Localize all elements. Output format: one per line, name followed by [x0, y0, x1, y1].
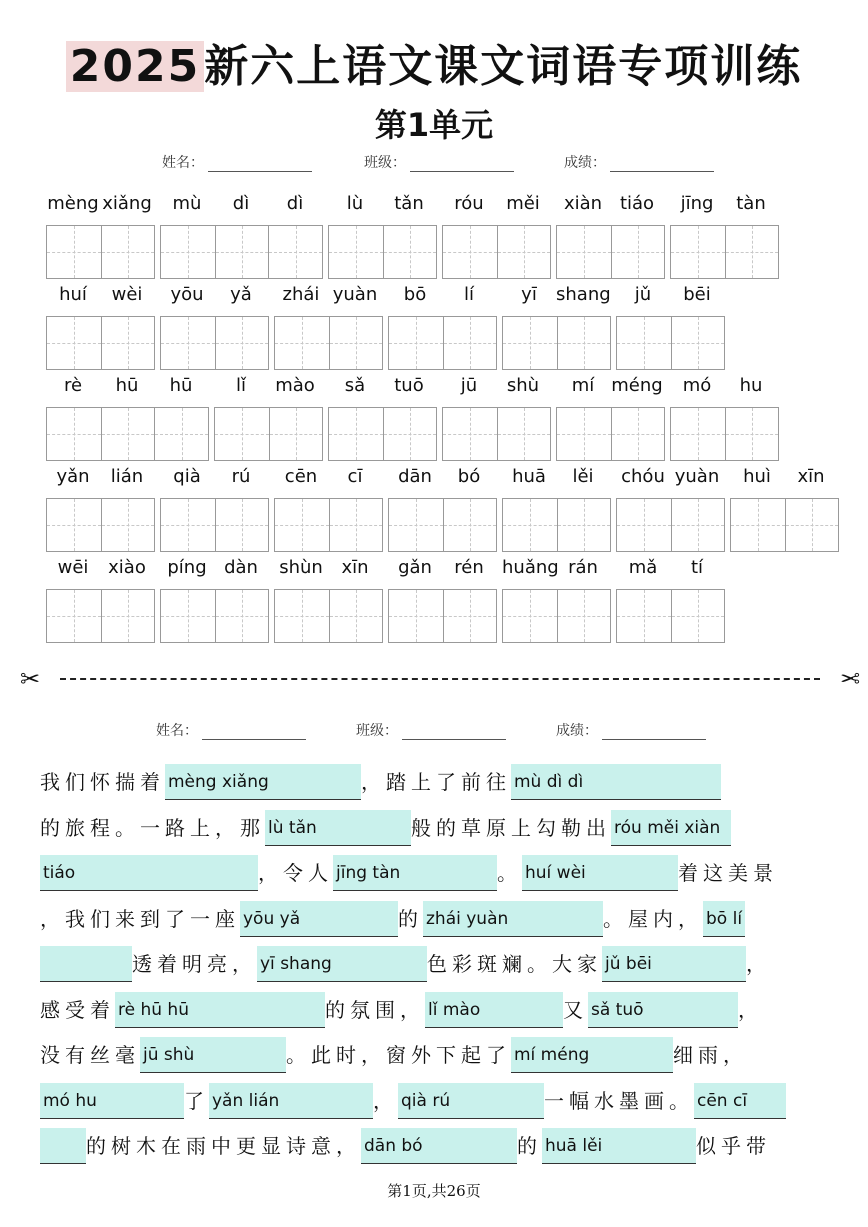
tian-cell[interactable]	[611, 226, 665, 278]
tian-cell[interactable]	[443, 499, 497, 551]
pinyin-label: rè	[63, 375, 83, 396]
pinyin-label: dì	[286, 193, 304, 214]
pinyin-label: huǎng	[502, 557, 559, 578]
pinyin-label: huí	[59, 284, 87, 305]
tian-cell[interactable]	[611, 408, 665, 460]
tian-cell[interactable]	[329, 226, 383, 278]
writing-box[interactable]	[274, 498, 383, 552]
passage-text: 的	[517, 1134, 542, 1158]
passage-text: ，	[738, 997, 763, 1022]
pinyin-label: chóu	[621, 466, 665, 487]
tian-cell[interactable]	[47, 317, 101, 369]
answer-blank[interactable]: mó hu	[40, 1083, 184, 1119]
tian-cell[interactable]	[557, 408, 611, 460]
writing-box[interactable]	[502, 316, 611, 370]
writing-box[interactable]	[670, 407, 779, 461]
passage-line	[40, 762, 721, 802]
tian-cell[interactable]	[161, 226, 215, 278]
pinyin-label: shang	[556, 284, 611, 305]
tian-cell[interactable]	[557, 590, 611, 642]
tian-cell[interactable]	[329, 317, 383, 369]
tian-cell[interactable]	[557, 317, 611, 369]
tian-cell[interactable]	[47, 499, 101, 551]
tian-cell[interactable]	[503, 499, 557, 551]
pinyin-label: lián	[110, 466, 144, 487]
tian-cell[interactable]	[161, 499, 215, 551]
pinyin-label: xiàn	[563, 193, 603, 214]
answer-blank[interactable]: rè hū hū	[115, 992, 325, 1028]
tian-cell[interactable]	[671, 226, 725, 278]
cut-line	[20, 667, 860, 691]
tian-cell[interactable]	[389, 590, 443, 642]
passage-text: 的氛围，	[325, 997, 425, 1022]
passage-text: 没有丝毫	[40, 1043, 140, 1067]
writing-box[interactable]	[46, 498, 155, 552]
passage-text: 。此时，窗外下起了	[286, 1043, 511, 1067]
pinyin-label: méng	[611, 375, 663, 396]
passage-text: 的树木在雨中更显诗意，	[86, 1134, 361, 1158]
pinyin-label: yuàn	[674, 466, 720, 487]
answer-blank[interactable]: huā lěi	[542, 1128, 696, 1164]
passage-text: 我们怀揣着	[40, 770, 165, 794]
answer-blank[interactable]: cēn cī	[694, 1083, 786, 1119]
passage-text: 的旅程。一路上，那	[40, 815, 265, 840]
tian-cell[interactable]	[275, 317, 329, 369]
answer-blank[interactable]	[40, 946, 132, 982]
writing-box[interactable]	[616, 316, 725, 370]
tian-cell[interactable]	[101, 499, 155, 551]
tian-cell[interactable]	[329, 590, 383, 642]
pinyin-label: tàn	[736, 193, 766, 214]
tian-cell[interactable]	[731, 499, 785, 551]
writing-box[interactable]	[556, 407, 665, 461]
tian-cell[interactable]	[557, 499, 611, 551]
student-info-top	[0, 152, 868, 174]
passage-line	[40, 899, 745, 939]
answer-blank[interactable]: bō lí	[703, 901, 745, 937]
pinyin-label: mù	[172, 193, 202, 214]
pinyin-label: bó	[457, 466, 481, 487]
score-field[interactable]: 成绩：	[556, 720, 706, 740]
writing-box[interactable]	[160, 589, 269, 643]
title-year: 2025	[66, 41, 204, 92]
tian-cell[interactable]	[671, 590, 725, 642]
tian-cell[interactable]	[617, 317, 671, 369]
answer-blank[interactable]: huí wèi	[522, 855, 678, 891]
tian-cell[interactable]	[269, 408, 323, 460]
answer-blank[interactable]: yōu yǎ	[240, 901, 398, 937]
tian-cell[interactable]	[389, 317, 443, 369]
passage-text: 透着明亮，	[132, 952, 257, 976]
passage-text: ，踏上了前往	[361, 770, 511, 794]
tian-cell[interactable]	[215, 317, 269, 369]
pinyin-label: hū	[169, 375, 193, 396]
passage-text: 了	[184, 1088, 209, 1113]
scissors-icon: ✂	[839, 665, 860, 693]
answer-blank[interactable]: mèng xiǎng	[165, 764, 361, 800]
pinyin-label: tǎn	[394, 193, 424, 214]
answer-blank[interactable]: mí méng	[511, 1037, 673, 1073]
answer-blank[interactable]	[40, 1128, 86, 1164]
name-field[interactable]: 姓名：	[162, 152, 312, 172]
answer-blank[interactable]: jīng tàn	[333, 855, 497, 891]
writing-box[interactable]	[442, 407, 551, 461]
pinyin-label: shù	[506, 375, 540, 396]
score-field[interactable]: 成绩：	[564, 152, 714, 172]
page-footer: 第1页,共26页	[387, 1182, 481, 1200]
writing-box[interactable]	[616, 589, 725, 643]
answer-blank[interactable]: róu měi xiàn	[611, 810, 731, 846]
tian-cell[interactable]	[154, 408, 208, 460]
writing-box[interactable]	[328, 407, 437, 461]
answer-blank[interactable]: tiáo	[40, 855, 258, 891]
tian-cell[interactable]	[215, 590, 269, 642]
pinyin-label: huā	[512, 466, 546, 487]
writing-box[interactable]	[388, 589, 497, 643]
passage-text: 。屋内，	[603, 906, 703, 931]
writing-box[interactable]	[160, 225, 323, 279]
tian-cell[interactable]	[101, 408, 155, 460]
pinyin-label: wèi	[111, 284, 143, 305]
page-title	[0, 30, 868, 94]
tian-cell[interactable]	[101, 226, 155, 278]
writing-box[interactable]	[556, 225, 665, 279]
tian-cell[interactable]	[503, 590, 557, 642]
writing-box[interactable]	[388, 316, 497, 370]
tian-cell[interactable]	[215, 226, 269, 278]
passage-text: 着这美景	[678, 861, 778, 885]
writing-box[interactable]	[274, 316, 383, 370]
student-info-bottom	[0, 720, 868, 742]
pinyin-label: huì	[743, 466, 771, 487]
tian-cell[interactable]	[389, 499, 443, 551]
pinyin-label: gǎn	[398, 557, 432, 578]
passage-text: ，	[373, 1088, 398, 1113]
pinyin-label: xiào	[108, 557, 146, 578]
writing-box[interactable]	[160, 498, 269, 552]
pinyin-label: hū	[115, 375, 139, 396]
pinyin-label: xīn	[797, 466, 825, 487]
tian-cell[interactable]	[275, 499, 329, 551]
pinyin-label: hu	[739, 375, 763, 396]
tian-cell[interactable]	[275, 590, 329, 642]
pinyin-label: jīng	[680, 193, 714, 214]
passage-line	[40, 853, 778, 893]
pinyin-label: bēi	[683, 284, 711, 305]
tian-cell[interactable]	[161, 590, 215, 642]
tian-cell[interactable]	[268, 226, 322, 278]
pinyin-label: wēi	[57, 557, 89, 578]
writing-box[interactable]	[46, 589, 155, 643]
tian-cell[interactable]	[617, 499, 671, 551]
writing-box[interactable]	[274, 589, 383, 643]
tian-cell[interactable]	[383, 408, 437, 460]
answer-blank[interactable]: yǎn lián	[209, 1083, 373, 1119]
pinyin-label: lù	[346, 193, 364, 214]
unit-heading: 第1单元	[374, 106, 494, 144]
tian-cell[interactable]	[503, 317, 557, 369]
answer-blank[interactable]: dān bó	[361, 1128, 517, 1164]
answer-blank[interactable]: mù dì dì	[511, 764, 721, 800]
writing-box[interactable]	[730, 498, 839, 552]
class-field[interactable]: 班级：	[364, 152, 514, 172]
answer-blank[interactable]: jǔ bēi	[602, 946, 746, 982]
passage-text: 细雨，	[673, 1043, 748, 1067]
writing-box[interactable]	[46, 225, 155, 279]
title-text: 新六上语文课文词语专项训练	[204, 41, 803, 92]
pinyin-label: mǎ	[628, 557, 658, 578]
pinyin-label: yōu	[170, 284, 204, 305]
pinyin-label: mào	[275, 375, 315, 396]
writing-box[interactable]	[442, 225, 551, 279]
tian-cell[interactable]	[725, 408, 779, 460]
pinyin-label: tuō	[394, 375, 424, 396]
passage-line	[40, 1035, 748, 1075]
passage-text: 般的草原上勾勒出	[411, 815, 611, 840]
pinyin-label: yǎn	[56, 466, 90, 487]
tian-cell[interactable]	[443, 226, 497, 278]
writing-box[interactable]	[502, 589, 611, 643]
pinyin-label: yǎ	[230, 284, 252, 305]
tian-cell[interactable]	[101, 317, 155, 369]
tian-cell[interactable]	[383, 226, 437, 278]
writing-box[interactable]	[46, 316, 155, 370]
pinyin-label: qià	[173, 466, 201, 487]
pinyin-label: bō	[403, 284, 427, 305]
answer-blank[interactable]: sǎ tuō	[588, 992, 738, 1028]
pinyin-label: mó	[682, 375, 712, 396]
tian-cell[interactable]	[671, 499, 725, 551]
pinyin-label: cēn	[284, 466, 318, 487]
tian-cell[interactable]	[47, 408, 101, 460]
passage-text: 一幅水墨画。	[544, 1088, 694, 1113]
passage-line	[40, 808, 731, 848]
scissors-icon: ✂	[20, 665, 41, 693]
pinyin-label: tí	[690, 557, 704, 578]
tian-cell[interactable]	[671, 317, 725, 369]
passage-text: 似乎带	[696, 1134, 771, 1158]
passage-line	[40, 1126, 771, 1166]
passage-text: ，我们来到了一座	[40, 906, 240, 931]
writing-box[interactable]	[160, 316, 269, 370]
passage-text: 的	[398, 906, 423, 931]
tian-cell[interactable]	[215, 408, 269, 460]
passage-line	[40, 944, 771, 984]
pinyin-label: yuàn	[332, 284, 378, 305]
tian-cell[interactable]	[497, 226, 551, 278]
writing-box[interactable]	[46, 407, 209, 461]
answer-blank[interactable]: qià rú	[398, 1083, 544, 1119]
tian-cell[interactable]	[785, 499, 839, 551]
answer-blank[interactable]: jū shù	[140, 1037, 286, 1073]
pinyin-label: rán	[568, 557, 598, 578]
pinyin-label: mí	[571, 375, 595, 396]
writing-box[interactable]	[670, 225, 779, 279]
pinyin-label: lǐ	[235, 375, 246, 396]
writing-box[interactable]	[388, 498, 497, 552]
tian-cell[interactable]	[329, 499, 383, 551]
pinyin-label: xīn	[341, 557, 369, 578]
answer-blank[interactable]: lù tǎn	[265, 810, 411, 846]
pinyin-label: měi	[506, 193, 540, 214]
tian-cell[interactable]	[443, 590, 497, 642]
pinyin-label: xiǎng	[102, 193, 152, 214]
pinyin-label: dì	[232, 193, 250, 214]
pinyin-label: zhái	[282, 284, 320, 305]
writing-box[interactable]	[328, 225, 437, 279]
passage-text: 又	[563, 997, 588, 1022]
passage-text: ，令人	[258, 861, 333, 885]
pinyin-label: jū	[460, 375, 478, 396]
tian-cell[interactable]	[443, 317, 497, 369]
tian-cell[interactable]	[617, 590, 671, 642]
pinyin-label: dān	[398, 466, 432, 487]
answer-blank[interactable]: yī shang	[257, 946, 427, 982]
answer-blank[interactable]: lǐ mào	[425, 992, 563, 1028]
passage-line	[40, 990, 763, 1030]
pinyin-label: jǔ	[634, 284, 652, 305]
tian-cell[interactable]	[47, 226, 101, 278]
pinyin-label: rú	[231, 466, 251, 487]
tian-cell[interactable]	[497, 408, 551, 460]
writing-box[interactable]	[616, 498, 725, 552]
pinyin-label: píng	[167, 557, 207, 578]
pinyin-label: róu	[454, 193, 484, 214]
class-field[interactable]: 班级：	[356, 720, 506, 740]
pinyin-label: rén	[454, 557, 484, 578]
pinyin-label: lěi	[572, 466, 594, 487]
pinyin-label: cī	[347, 466, 363, 487]
pinyin-label: dàn	[224, 557, 258, 578]
tian-cell[interactable]	[161, 317, 215, 369]
passage-text: ，	[746, 952, 771, 976]
tian-cell[interactable]	[215, 499, 269, 551]
tian-cell[interactable]	[725, 226, 779, 278]
passage-text: 色彩斑斓。大家	[427, 952, 602, 976]
pinyin-label: lí	[463, 284, 474, 305]
passage-line	[40, 1081, 786, 1121]
passage-text: 感受着	[40, 997, 115, 1022]
pinyin-label: yī	[521, 284, 537, 305]
pinyin-label: tiáo	[619, 193, 655, 214]
pinyin-label: mèng	[47, 193, 99, 214]
writing-box[interactable]	[214, 407, 323, 461]
tian-cell[interactable]	[47, 590, 101, 642]
writing-box[interactable]	[502, 498, 611, 552]
tian-cell[interactable]	[329, 408, 383, 460]
pinyin-label: shùn	[279, 557, 323, 578]
name-field[interactable]: 姓名：	[156, 720, 306, 740]
passage-text: 。	[497, 861, 522, 885]
tian-cell[interactable]	[557, 226, 611, 278]
pinyin-label: sǎ	[344, 375, 366, 396]
answer-blank[interactable]: zhái yuàn	[423, 901, 603, 937]
tian-cell[interactable]	[443, 408, 497, 460]
tian-cell[interactable]	[101, 590, 155, 642]
tian-cell[interactable]	[671, 408, 725, 460]
